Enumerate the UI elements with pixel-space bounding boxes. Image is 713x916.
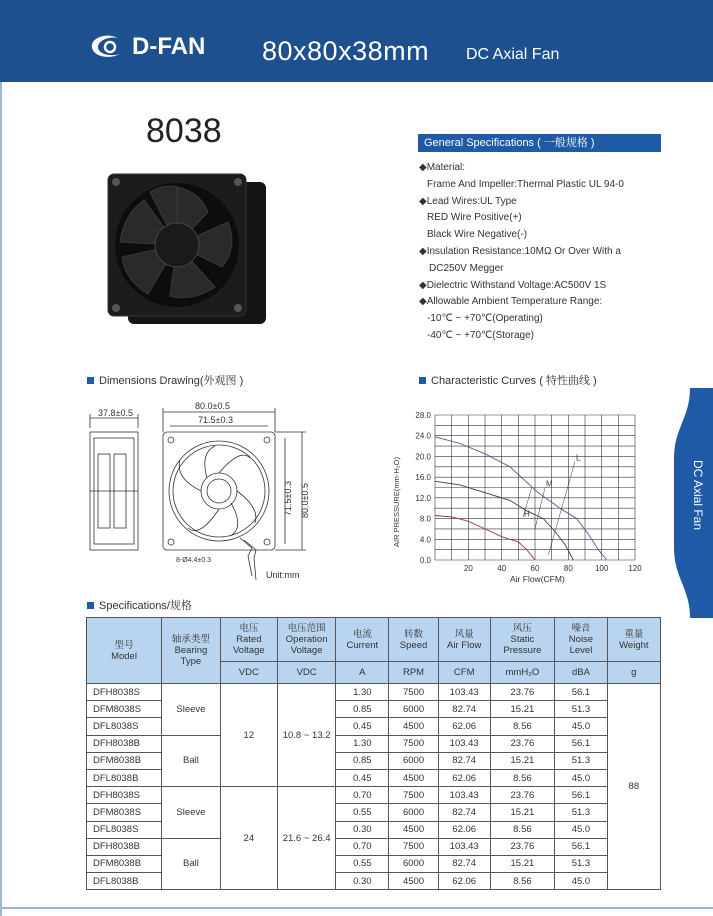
y-tick-label: 12.0 [415,493,431,503]
dim-width-inner: 71.5±0.3 [198,415,233,425]
model-cell: DFL8038S [87,718,162,735]
fan-photo [100,172,270,328]
speed-cell: 7500 [389,787,439,804]
model-cell: DFH8038B [87,838,162,855]
spec-line: -10℃ ~ +70℃(Operating) [427,313,543,325]
noise-cell: 45.0 [555,769,607,786]
bearing-cell: Ball [162,838,221,890]
current-cell: 0.45 [336,769,389,786]
side-tab-label: DC Axial Fan [691,460,705,531]
pressure-cell: 23.76 [490,735,555,752]
header-bar [0,0,713,82]
col-header-airflow: 风量 Air Flow [438,618,490,662]
current-cell: 0.30 [336,821,389,838]
y-tick-label: 8.0 [419,514,431,524]
speed-cell: 7500 [389,735,439,752]
model-cell: DFL8038B [87,769,162,786]
noise-cell: 56.1 [555,787,607,804]
y-tick-label: 4.0 [419,535,431,545]
bearing-cell: Sleeve [162,684,221,736]
voltage-range-cell: 21.6 ~ 26.4 [277,787,336,890]
bearing-cell: Ball [162,735,221,787]
unit-cell: A [336,662,389,684]
speed-cell: 6000 [389,804,439,821]
speed-cell: 6000 [389,752,439,769]
x-tick-label: 40 [497,564,507,573]
speed-cell: 4500 [389,718,439,735]
x-tick-label: 100 [594,564,609,573]
dim-width-outer: 80.0±0.5 [195,401,230,411]
airflow-cell: 82.74 [438,855,490,872]
speed-cell: 7500 [389,684,439,701]
dim-height-outer: 80.0±0.5 [300,483,310,518]
noise-cell: 51.3 [555,804,607,821]
current-cell: 0.55 [336,804,389,821]
left-border [0,82,2,916]
current-cell: 1.30 [336,735,389,752]
y-tick-label: 20.0 [415,452,431,462]
col-header-speed: 转数 Speed [389,618,439,662]
voltage-cell: 24 [220,787,277,890]
airflow-cell: 62.06 [438,821,490,838]
specs-title-text: Specifications/规格 [99,600,192,612]
noise-cell: 56.1 [555,838,607,855]
unit-cell: dBA [555,662,607,684]
bullet-square-icon [419,377,426,384]
speed-cell: 4500 [389,821,439,838]
airflow-cell: 82.74 [438,701,490,718]
pressure-cell: 8.56 [490,769,555,786]
current-cell: 0.70 [336,838,389,855]
col-header-bearing: 轴承类型 Bearing Type [162,618,221,684]
spec-line: RED Wire Positive(+) [427,212,522,224]
x-axis-label: Air Flow(CFM) [510,574,565,584]
brand-logo [88,30,238,64]
airflow-cell: 103.43 [438,735,490,752]
y-tick-label: 24.0 [415,431,431,441]
current-cell: 0.45 [336,718,389,735]
noise-cell: 56.1 [555,684,607,701]
series-line-M [435,481,573,560]
model-cell: DFH8038B [87,735,162,752]
dimensions-title-text: Dimensions Drawing(外观图 ) [99,375,244,387]
noise-cell: 51.3 [555,752,607,769]
dim-height-inner: 71.5±0.3 [283,481,293,516]
col-header-model: 型号 Model [87,618,162,684]
spec-line: ◆Allowable Ambient Temperature Range: [419,296,603,308]
spec-line: ◆Lead Wires:UL Type [419,195,517,207]
noise-cell: 51.3 [555,701,607,718]
bullet-square-icon [87,602,94,609]
pressure-cell: 23.76 [490,787,555,804]
chart-grid [435,415,635,560]
bottom-border [0,907,713,909]
current-cell: 0.30 [336,873,389,890]
model-cell: DFL8038B [87,873,162,890]
spec-line: ◆Insulation Resistance:10MΩ Or Over With a [419,245,621,257]
dim-depth: 37.8±0.5 [98,408,133,418]
table-row [87,838,661,855]
dimensions-section-title [87,372,243,388]
current-cell: 0.85 [336,752,389,769]
unit-cell: CFM [438,662,490,684]
series-label-L: L [576,453,581,463]
general-spec-title: General Specifications ( 一般规格 ) [418,134,661,152]
airflow-cell: 82.74 [438,804,490,821]
series-label-H: H [524,509,530,519]
y-tick-label: 0.0 [419,556,431,565]
speed-cell: 4500 [389,769,439,786]
y-tick-label: 16.0 [415,473,431,483]
pressure-cell: 8.56 [490,821,555,838]
speed-cell: 7500 [389,838,439,855]
col-header-current: 电流 Current [336,618,389,662]
logo-swoosh-icon [88,34,128,60]
current-cell: 0.55 [336,855,389,872]
unit-cell: g [607,662,660,684]
unit-cell: VDC [220,662,277,684]
header-model: 80x80x38mm [262,36,430,66]
x-tick-label: 120 [628,564,642,573]
current-cell: 1.30 [336,684,389,701]
model-cell: DFH8038S [87,787,162,804]
col-header-voltage: 电压 Rated Voltage [220,618,277,662]
brand-name: D-FAN [132,33,206,60]
pressure-cell: 15.21 [490,701,555,718]
spec-line: Frame And Impeller:Thermal Plastic UL 94-0 [427,178,624,190]
series-label-M: M [546,479,553,489]
model-cell: DFM8038S [87,804,162,821]
table-row [87,787,661,804]
noise-cell: 51.3 [555,855,607,872]
spec-line: DC250V Megger [429,262,504,274]
curves-section-title [419,372,597,388]
col-header-noise: 噪音 Noise Level [555,618,607,662]
spec-table [86,617,661,890]
spec-line: ◆Dielectric Withstand Voltage:AC500V 1S [419,279,607,291]
header-type: DC Axial Fan [466,46,560,63]
dimensions-drawing [80,398,320,588]
pressure-cell: 8.56 [490,718,555,735]
model-cell: DFH8038S [87,684,162,701]
noise-cell: 45.0 [555,718,607,735]
pressure-cell: 15.21 [490,855,555,872]
table-row [87,735,661,752]
unit-cell: mmH₂O [490,662,555,684]
spec-line: -40℃ ~ +70℃(Storage) [427,329,534,341]
pressure-cell: 8.56 [490,873,555,890]
unit-cell: RPM [389,662,439,684]
current-cell: 0.85 [336,701,389,718]
airflow-cell: 62.06 [438,873,490,890]
x-tick-label: 20 [463,564,473,573]
noise-cell: 45.0 [555,873,607,890]
airflow-cell: 62.06 [438,718,490,735]
pressure-cell: 23.76 [490,684,555,701]
airflow-cell: 62.06 [438,769,490,786]
dim-holes: 8-Ø4.4±0.3 [176,557,211,564]
current-cell: 0.70 [336,787,389,804]
model-cell: DFM8038S [87,701,162,718]
series-line-H [435,437,607,560]
spec-line: ◆Material: [419,162,466,173]
table-row [87,684,661,701]
col-header-pressure: 风压 Static Pressure [490,618,555,662]
airflow-cell: 103.43 [438,787,490,804]
bullet-square-icon [87,377,94,384]
voltage-range-cell: 10.8 ~ 13.2 [277,684,336,787]
pressure-cell: 15.21 [490,804,555,821]
model-cell: DFM8038B [87,752,162,769]
unit-cell: VDC [277,662,336,684]
airflow-cell: 103.43 [438,838,490,855]
weight-cell: 88 [607,684,660,890]
y-axis-label: AIR PRESSURE(mm-H₂O) [392,457,401,547]
pressure-cell: 23.76 [490,838,555,855]
airflow-cell: 103.43 [438,684,490,701]
noise-cell: 45.0 [555,821,607,838]
y-tick-label: 28.0 [415,411,431,420]
curves-title-text: Characteristic Curves ( 特性曲线 ) [431,375,597,387]
col-header-op-voltage: 电压范围 Operation Voltage [277,618,336,662]
product-number: 8038 [146,112,222,150]
spec-line: Black Wire Negative(-) [427,229,528,241]
x-tick-label: 80 [563,564,573,573]
noise-cell: 56.1 [555,735,607,752]
table-header-row [87,618,661,662]
voltage-cell: 12 [220,684,277,787]
speed-cell: 4500 [389,873,439,890]
model-cell: DFM8038B [87,855,162,872]
unit-label: Unit:mm [266,570,300,580]
speed-cell: 6000 [389,855,439,872]
model-cell: DFL8038S [87,821,162,838]
speed-cell: 6000 [389,701,439,718]
col-header-weight: 重量 Weight [607,618,660,662]
general-spec-list [419,160,689,345]
pressure-cell: 15.21 [490,752,555,769]
bearing-cell: Sleeve [162,787,221,839]
airflow-cell: 82.74 [438,752,490,769]
characteristic-curve-chart [390,405,650,590]
specs-section-title [87,597,192,613]
x-tick-label: 60 [530,564,540,573]
